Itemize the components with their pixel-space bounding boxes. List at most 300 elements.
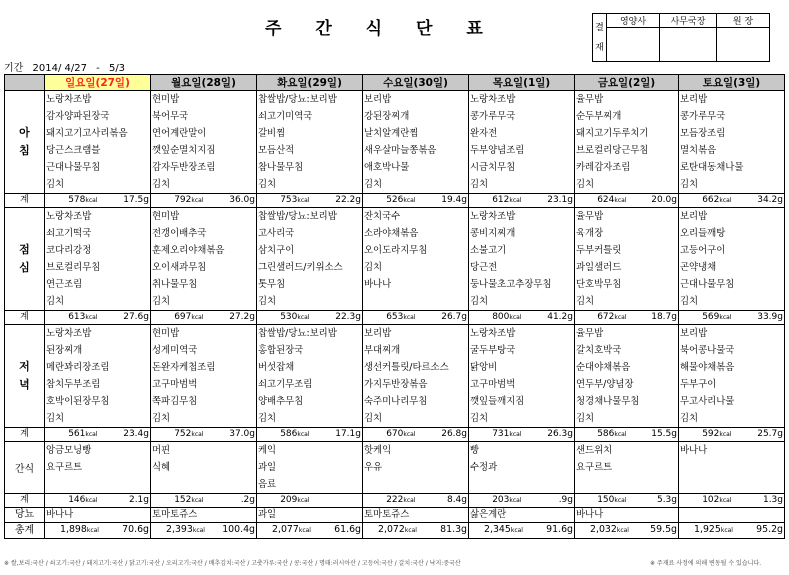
menu-item: 김치 (258, 413, 277, 424)
approval-director: 사무국장 (660, 14, 717, 28)
menu-item: 김치 (364, 179, 383, 190)
menu-item: 새우살마늘쫑볶음 (364, 145, 437, 156)
diabetic-cell: 바나나 (575, 508, 679, 523)
menu-item: 김치 (680, 296, 699, 307)
menu-item: 된장찌개 (46, 345, 83, 356)
subtotal-label: 계 (5, 194, 45, 208)
kcal-value: 102 (702, 495, 720, 505)
menu-item: 훈제오리야채볶음 (152, 245, 225, 256)
snack-cell (45, 442, 151, 494)
total-kcal-value: 2,072 (378, 524, 405, 535)
kcal-unit: kcal (720, 527, 733, 534)
kcal-unit: kcal (403, 197, 416, 204)
period-dash: - (96, 63, 100, 74)
menu-item (680, 476, 783, 493)
snack-cell (469, 442, 575, 494)
total-cell (679, 523, 785, 539)
menu-item: 로탄대동채나물 (680, 162, 744, 173)
menu-item: 노랑차조밥 (46, 211, 92, 222)
diabetic-cell: 바나나 (45, 508, 151, 523)
total-kcal-value: 2,032 (590, 524, 617, 535)
kcal-unit: kcal (719, 314, 732, 321)
kcal-unit: kcal (403, 431, 416, 438)
lunch-cell (45, 208, 151, 311)
subtotal-cell (575, 311, 679, 325)
menu-item: 김치 (576, 179, 595, 190)
total-kcal-value: 1,925 (694, 524, 721, 535)
kcal-unit: kcal (614, 197, 627, 204)
protein-value: 33.9g (757, 312, 783, 322)
menu-item: 소라야채볶음 (364, 228, 419, 239)
menu-item: 깻잎들깨지짐 (470, 396, 525, 407)
lunch-cell (679, 208, 785, 311)
menu-item: 김치 (258, 179, 277, 190)
menu-item: 현미밥 (152, 211, 180, 222)
menu-item: 바나나 (680, 445, 708, 456)
snack-label: 간식 (5, 442, 45, 494)
dinner-cell (151, 325, 257, 428)
protein-value: 26.7g (441, 312, 467, 322)
approval-side-label: 결 재 (593, 14, 607, 62)
kcal-unit: kcal (614, 497, 627, 504)
kcal-unit: kcal (719, 197, 732, 204)
menu-item: 김치 (152, 296, 171, 307)
kcal-unit: kcal (614, 431, 627, 438)
protein-value: 22.3g (335, 312, 361, 322)
dinner-cell (45, 325, 151, 428)
kcal-unit: kcal (616, 527, 629, 534)
menu-item: 고등어구이 (680, 245, 726, 256)
menu-item: 둥나물초고추장무침 (470, 279, 552, 290)
menu-item: 취나물무침 (152, 279, 198, 290)
menu-item: 쪽파김무침 (152, 396, 198, 407)
menu-item: 현미밥 (152, 328, 180, 339)
menu-item: 율무밥 (576, 94, 604, 105)
menu-item: 수정과 (470, 462, 498, 473)
day-header: 목요일(1일) (469, 75, 575, 91)
menu-item: 보리밥 (680, 328, 708, 339)
breakfast-cell (151, 91, 257, 194)
diabetic-cell: 과일 (257, 508, 363, 523)
subtotal-cell (679, 494, 785, 508)
menu-item: 근대나물무침 (680, 279, 735, 290)
subtotal-cell (257, 311, 363, 325)
kcal-value: 586 (280, 429, 298, 439)
protein-value: 25.7g (757, 429, 783, 439)
menu-item: 찹쌀밥/당뇨:보리밥 (258, 328, 337, 339)
kcal-unit: kcal (509, 197, 522, 204)
menu-item: 율무밥 (576, 328, 604, 339)
menu-item: 북어콩나물국 (680, 345, 735, 356)
menu-item: 그린샐러드/키위소스 (258, 262, 343, 273)
menu-item: 시금치무침 (470, 162, 516, 173)
lunch-label: 점 심 (5, 208, 45, 311)
subtotal-cell (151, 311, 257, 325)
menu-item: 김치 (152, 413, 171, 424)
menu-item: 앙금모닝빵 (46, 445, 92, 456)
total-label: 총계 (5, 523, 45, 539)
breakfast-subtotal-row (5, 194, 785, 208)
menu-item: 고구마범벅 (470, 379, 516, 390)
subtotal-cell (151, 494, 257, 508)
breakfast-cell (363, 91, 469, 194)
menu-item: 근대나물무침 (46, 162, 101, 173)
kcal-unit: kcal (404, 527, 417, 534)
menu-item: 양배추무침 (258, 396, 304, 407)
subtotal-cell (575, 194, 679, 208)
protein-value: .9g (558, 495, 573, 505)
menu-item: 청경채나물무침 (576, 396, 640, 407)
footnote-right: ※ 주재료 사정에 의해 변동될 수 있습니다. (650, 560, 762, 567)
protein-value: 26.3g (547, 429, 573, 439)
menu-item (364, 293, 467, 310)
protein-value: 8.4g (446, 495, 467, 505)
subtotal-cell (363, 428, 469, 442)
snack-subtotal-row (5, 494, 785, 508)
menu-item: 버섯잡채 (258, 362, 295, 373)
menu-item: 오이도라지무침 (364, 245, 428, 256)
menu-item: 김치 (576, 413, 595, 424)
breakfast-cell (45, 91, 151, 194)
weekly-menu-table (4, 74, 785, 539)
total-protein-value: 81.3g (440, 524, 467, 535)
menu-item: 갈치호박국 (576, 345, 622, 356)
kcal-unit: kcal (85, 314, 98, 321)
menu-item: 완자전 (470, 128, 498, 139)
kcal-value: 209 (280, 495, 298, 505)
subtotal-cell (575, 494, 679, 508)
menu-item: 김치 (46, 296, 65, 307)
kcal-value: 653 (386, 312, 404, 322)
subtotal-cell (45, 311, 151, 325)
menu-item: 메란꽈리장조림 (46, 362, 110, 373)
subtotal-cell (257, 194, 363, 208)
menu-item: 돼지고기두루치기 (576, 128, 649, 139)
subtotal-label: 계 (5, 428, 45, 442)
menu-item: 식혜 (152, 462, 171, 473)
menu-item: 감자양파된장국 (46, 111, 110, 122)
menu-item: 브로컬리무침 (46, 262, 101, 273)
menu-item: 무고사리나물 (680, 396, 735, 407)
snack-cell (257, 442, 363, 494)
period-start: 2014/ 4/27 (32, 63, 87, 74)
menu-item: 샌드위치 (576, 445, 613, 456)
menu-item: 육개장 (576, 228, 604, 239)
menu-item: 고사리국 (258, 228, 295, 239)
total-protein-value: 59.5g (650, 524, 677, 535)
menu-item: 보리밥 (364, 328, 392, 339)
total-kcal-value: 1,898 (60, 524, 87, 535)
period-end: 5/3 (108, 63, 126, 74)
subtotal-label: 계 (5, 494, 45, 508)
menu-item: 소불고기 (470, 245, 507, 256)
subtotal-cell (45, 428, 151, 442)
menu-item: 콩가루무국 (470, 111, 516, 122)
subtotal-cell (257, 428, 363, 442)
subtotal-cell (45, 494, 151, 508)
subtotal-cell (679, 428, 785, 442)
subtotal-cell (151, 194, 257, 208)
menu-item: 갈비찜 (258, 128, 286, 139)
menu-item: 두부구이 (680, 379, 717, 390)
menu-item: 두부양념조림 (470, 145, 525, 156)
menu-item: 노랑차조밥 (470, 211, 516, 222)
menu-item: 전갱이배추국 (152, 228, 207, 239)
subtotal-cell (679, 194, 785, 208)
protein-value: 34.2g (757, 195, 783, 205)
kcal-unit: kcal (297, 497, 310, 504)
menu-item: 북어무국 (152, 111, 189, 122)
kcal-unit: kcal (614, 314, 627, 321)
menu-item: 굴두부탕국 (470, 345, 516, 356)
page-title: 주 간 식 단 표 (265, 19, 497, 39)
dinner-label: 저 녁 (5, 325, 45, 428)
kcal-value: 792 (174, 195, 192, 205)
menu-item: 잔치국수 (364, 211, 401, 222)
snack-cell (363, 442, 469, 494)
kcal-value: 222 (386, 495, 404, 505)
subtotal-cell (151, 428, 257, 442)
menu-item: 생선커틀릿/타르소스 (364, 362, 449, 373)
menu-item: 삼치구이 (258, 245, 295, 256)
kcal-unit: kcal (509, 431, 522, 438)
menu-item: 콩비지찌개 (470, 228, 516, 239)
menu-item: 브로컬리당근무침 (576, 145, 649, 156)
period (4, 59, 131, 74)
snack-cell (151, 442, 257, 494)
subtotal-cell (257, 494, 363, 508)
lunch-row (5, 208, 785, 311)
dinner-cell (679, 325, 785, 428)
menu-item: 김치 (470, 179, 489, 190)
menu-item: 깻잎순멸치지짐 (152, 145, 216, 156)
kcal-value: 670 (386, 429, 404, 439)
corner-cell (5, 75, 45, 91)
protein-value: 2.1g (128, 495, 149, 505)
kcal-value: 203 (492, 495, 510, 505)
kcal-value: 561 (68, 429, 86, 439)
menu-item: 부대찌개 (364, 345, 401, 356)
total-protein-value: 70.6g (122, 524, 149, 535)
approval-sign-2[interactable] (660, 28, 717, 62)
kcal-unit: kcal (719, 497, 732, 504)
subtotal-cell (469, 194, 575, 208)
menu-item: 김치 (258, 296, 277, 307)
diabetic-cell: 토마토쥬스 (363, 508, 469, 523)
diabetic-cell: 삶은계란 (469, 508, 575, 523)
subtotal-cell (679, 311, 785, 325)
menu-item: 현미밥 (152, 94, 180, 105)
menu-item: 김치 (470, 413, 489, 424)
menu-item: 쇠고기미역국 (258, 111, 313, 122)
total-protein-value: 61.6g (334, 524, 361, 535)
breakfast-cell (679, 91, 785, 194)
menu-item (576, 476, 677, 493)
kcal-value: 613 (68, 312, 86, 322)
menu-item: 노랑차조밥 (470, 328, 516, 339)
kcal-unit: kcal (510, 527, 523, 534)
protein-value: 22.2g (335, 195, 361, 205)
menu-item: 김치 (364, 413, 383, 424)
menu-item: 과일샐러드 (576, 262, 622, 273)
lunch-cell (257, 208, 363, 311)
menu-item: 김치 (46, 179, 65, 190)
approval-sign-3[interactable] (717, 28, 770, 62)
dinner-subtotal-row (5, 428, 785, 442)
kcal-unit: kcal (191, 314, 204, 321)
menu-item: 순두부찌개 (576, 111, 622, 122)
menu-item: 연두부/양념장 (576, 379, 634, 390)
breakfast-cell (575, 91, 679, 194)
kcal-value: 152 (174, 495, 192, 505)
total-cell (363, 523, 469, 539)
menu-item: 날치알계란찜 (364, 128, 419, 139)
menu-item: 보리밥 (680, 94, 708, 105)
menu-item: 돈완자케첩조림 (152, 362, 216, 373)
protein-value: 19.4g (441, 195, 467, 205)
day-header: 토요일(3일) (679, 75, 785, 91)
menu-item (152, 476, 255, 493)
kcal-unit: kcal (298, 527, 311, 534)
total-cell (469, 523, 575, 539)
menu-item: 노랑차조밥 (46, 328, 92, 339)
snack-cell (679, 442, 785, 494)
breakfast-label: 아 침 (5, 91, 45, 194)
lunch-cell (469, 208, 575, 311)
breakfast-cell (469, 91, 575, 194)
lunch-subtotal-row (5, 311, 785, 325)
protein-value: .2g (240, 495, 255, 505)
menu-item: 김치 (576, 296, 595, 307)
menu-item: 당근스크램블 (46, 145, 101, 156)
subtotal-cell (363, 494, 469, 508)
menu-item: 김치 (680, 413, 699, 424)
kcal-value: 146 (68, 495, 86, 505)
menu-item: 호박이된장무침 (46, 396, 110, 407)
approval-head: 원 장 (717, 14, 770, 28)
snack-cell (575, 442, 679, 494)
kcal-unit: kcal (403, 497, 416, 504)
menu-item: 찹쌀밥/당뇨:보리밥 (258, 211, 337, 222)
menu-item: 가지두반장볶음 (364, 379, 428, 390)
protein-value: 41.2g (547, 312, 573, 322)
menu-item: 연어계란말이 (152, 128, 207, 139)
protein-value: 27.2g (229, 312, 255, 322)
kcal-unit: kcal (191, 197, 204, 204)
total-cell (45, 523, 151, 539)
kcal-unit: kcal (297, 197, 310, 204)
menu-item: 모듬장조림 (680, 128, 726, 139)
protein-value: 23.1g (547, 195, 573, 205)
approval-sign-1[interactable] (607, 28, 660, 62)
total-kcal-value: 2,393 (166, 524, 193, 535)
protein-value: 20.0g (651, 195, 677, 205)
menu-item: 닭앙비 (470, 362, 498, 373)
approval-nutritionist: 영양사 (607, 14, 660, 28)
menu-item: 숙주미나리무침 (364, 396, 428, 407)
diabetic-cell (679, 508, 785, 523)
menu-item: 김치 (364, 262, 383, 273)
day-header: 금요일(2일) (575, 75, 679, 91)
protein-value: 17.1g (335, 429, 361, 439)
kcal-value: 624 (597, 195, 615, 205)
kcal-unit: kcal (85, 497, 98, 504)
total-protein-value: 95.2g (756, 524, 783, 535)
dinner-cell (469, 325, 575, 428)
menu-item: 율무밥 (576, 211, 604, 222)
subtotal-cell (469, 494, 575, 508)
protein-value: 17.5g (123, 195, 149, 205)
dinner-cell (575, 325, 679, 428)
kcal-unit: kcal (297, 431, 310, 438)
menu-item: 김치 (46, 413, 65, 424)
kcal-value: 731 (492, 429, 510, 439)
menu-item: 쇠고기무조림 (258, 379, 313, 390)
menu-item: 연근조림 (46, 279, 83, 290)
menu-item: 요구르트 (46, 462, 83, 473)
menu-item: 콩가루무국 (680, 111, 726, 122)
menu-item: 고구마범벅 (152, 379, 198, 390)
menu-item: 김치 (470, 296, 489, 307)
menu-item: 돼지고기고사리볶음 (46, 128, 128, 139)
menu-item: 쇠고기떡국 (46, 228, 92, 239)
total-kcal-value: 2,345 (484, 524, 511, 535)
menu-item: 보리밥 (364, 94, 392, 105)
menu-item: 찹쌀밥/당뇨:보리밥 (258, 94, 337, 105)
protein-value: 27.6g (123, 312, 149, 322)
menu-item: 두부커틀릿 (576, 245, 622, 256)
menu-item: 곤약냉채 (680, 262, 717, 273)
menu-item: 강된장찌개 (364, 111, 410, 122)
menu-item (470, 476, 573, 493)
protein-value: 1.3g (762, 495, 783, 505)
menu-item: 오이새과무침 (152, 262, 207, 273)
menu-item: 보리밥 (680, 211, 708, 222)
kcal-unit: kcal (509, 497, 522, 504)
kcal-unit: kcal (297, 314, 310, 321)
menu-item: 과일 (258, 462, 277, 473)
protein-value: 15.5g (651, 429, 677, 439)
period-label: 기간 (4, 63, 24, 74)
menu-item: 홍합된장국 (258, 345, 304, 356)
subtotal-cell (469, 428, 575, 442)
snack-row (5, 442, 785, 494)
subtotal-cell (363, 311, 469, 325)
breakfast-row (5, 91, 785, 194)
menu-item: 김치 (680, 179, 699, 190)
menu-item: 오리들깨탕 (680, 228, 726, 239)
diabetic-label: 당뇨 (5, 508, 45, 523)
menu-item: 핫케익 (364, 445, 392, 456)
kcal-value: 753 (280, 195, 298, 205)
menu-item: 감자두반장조림 (152, 162, 216, 173)
lunch-cell (363, 208, 469, 311)
diabetic-row (5, 508, 785, 523)
kcal-unit: kcal (192, 527, 205, 534)
kcal-value: 612 (492, 195, 510, 205)
menu-item: 케익 (258, 445, 277, 456)
protein-value: 23.4g (123, 429, 149, 439)
menu-item: 김치 (152, 179, 171, 190)
menu-item: 참치두부조림 (46, 379, 101, 390)
kcal-value: 569 (702, 312, 720, 322)
subtotal-label: 계 (5, 311, 45, 325)
menu-item: 바나나 (364, 279, 392, 290)
kcal-value: 697 (174, 312, 192, 322)
menu-item: 애호박나물 (364, 162, 410, 173)
menu-item: 음료 (258, 479, 277, 490)
subtotal-cell (45, 194, 151, 208)
